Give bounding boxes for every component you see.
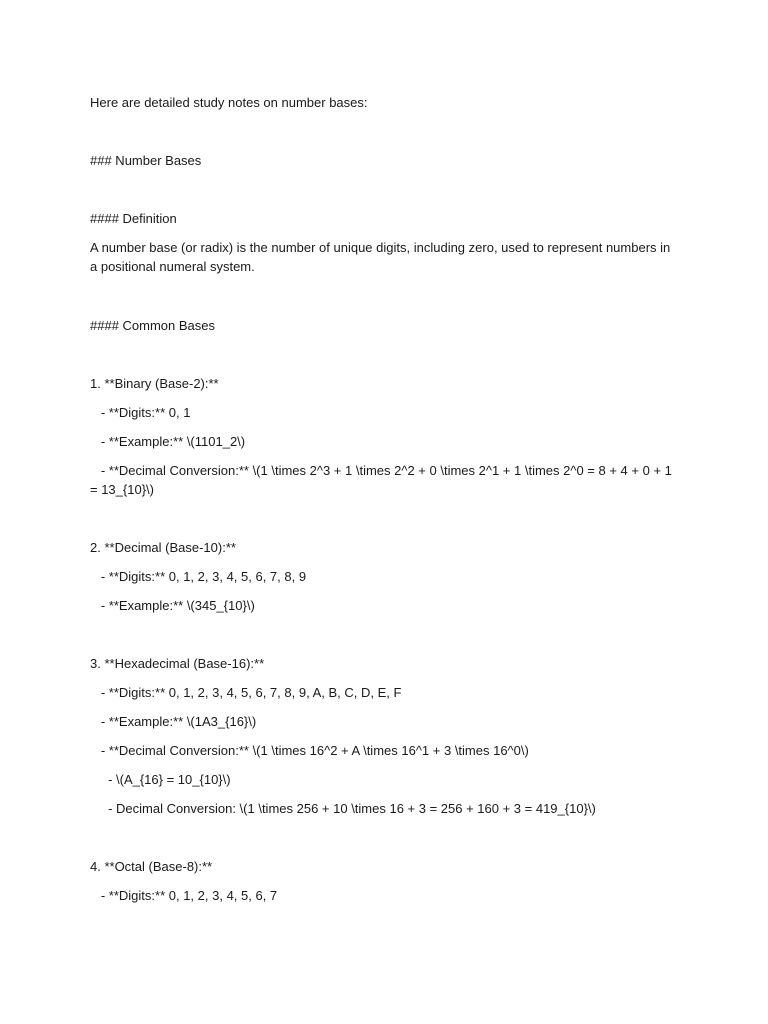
hex-title: 3. **Hexadecimal (Base-16):** — [90, 656, 265, 671]
heading-common-bases: #### Common Bases — [90, 318, 216, 333]
decimal-example: - **Example:** \(345_{10}\) — [90, 598, 255, 613]
hex-sub-conversion: - Decimal Conversion: \(1 \times 256 + 10 \times 16 + 3 = 256 + 160 + 3 = 419_{10}\) — [90, 801, 596, 816]
hex-conversion: - **Decimal Conversion:** \(1 \times 16^2 + A \times 16^1 + 3 \times 16^0\) — [90, 743, 529, 758]
binary-conversion: - **Decimal Conversion:** \(1 \times 2^3 + 1 \times 2^2 + 0 \times 2^1 + 1 \times 2^0 = 8 + 4 + 0 + 1 = 13_{10}\) — [90, 463, 676, 497]
binary-example: - **Example:** \(1101_2\) — [90, 434, 246, 449]
heading-definition: #### Definition — [90, 211, 177, 226]
octal-title: 4. **Octal (Base-8):** — [90, 859, 213, 874]
binary-title: 1. **Binary (Base-2):** — [90, 376, 219, 391]
hex-example: - **Example:** \(1A3_{16}\) — [90, 714, 257, 729]
decimal-title: 2. **Decimal (Base-10):** — [90, 540, 236, 555]
hex-digits: - **Digits:** 0, 1, 2, 3, 4, 5, 6, 7, 8, 9, A, B, C, D, E, F — [90, 685, 402, 700]
binary-digits: - **Digits:** 0, 1 — [90, 405, 191, 420]
definition-paragraph: A number base (or radix) is the number of unique digits, including zero, used to represent numbers in a positional numeral system. — [90, 240, 674, 274]
decimal-digits: - **Digits:** 0, 1, 2, 3, 4, 5, 6, 7, 8, 9 — [90, 569, 307, 584]
hex-sub-a: - \(A_{16} = 10_{10}\) — [90, 772, 231, 787]
heading-number-bases: ### Number Bases — [90, 153, 202, 168]
intro-text: Here are detailed study notes on number bases: — [90, 95, 368, 110]
octal-digits: - **Digits:** 0, 1, 2, 3, 4, 5, 6, 7 — [90, 888, 278, 903]
